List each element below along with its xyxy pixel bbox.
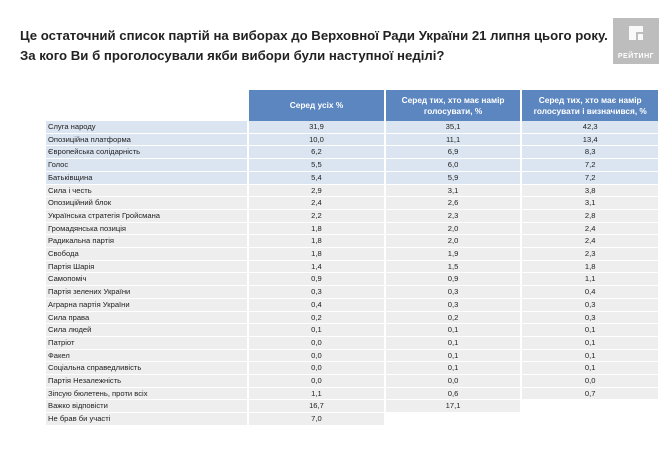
- value-all-cell: 1,1: [248, 387, 385, 400]
- value-all-cell: 0,2: [248, 311, 385, 324]
- table-row: [46, 197, 658, 210]
- value-decided-cell: 0,4: [521, 286, 658, 299]
- value-all-cell: 16,7: [248, 400, 385, 413]
- value-all-cell: 0,0: [248, 349, 385, 362]
- header-all-respondents: Серед усіх %: [248, 90, 385, 121]
- party-name-cell: Сила людей: [46, 324, 248, 337]
- table-row: [46, 413, 658, 426]
- party-name-cell: Сила і честь: [46, 184, 248, 197]
- value-all-cell: 0,4: [248, 298, 385, 311]
- results-table: [46, 90, 658, 426]
- table-row: [46, 235, 658, 248]
- party-name-cell: Партія зелених України: [46, 286, 248, 299]
- value-decided-cell: 1,8: [521, 260, 658, 273]
- table-row: [46, 133, 658, 146]
- value-intending-cell: 11,1: [385, 133, 522, 146]
- value-intending-cell: 35,1: [385, 121, 522, 133]
- table-row: [46, 336, 658, 349]
- party-name-cell: Опозиційний блок: [46, 197, 248, 210]
- value-decided-cell: 0,1: [521, 349, 658, 362]
- value-intending-cell: 1,5: [385, 260, 522, 273]
- value-all-cell: 2,2: [248, 209, 385, 222]
- value-all-cell: 0,0: [248, 362, 385, 375]
- table-row: [46, 400, 658, 413]
- value-decided-cell: 0,7: [521, 387, 658, 400]
- table-row: [46, 349, 658, 362]
- table-row: [46, 159, 658, 172]
- table-row: [46, 311, 658, 324]
- party-name-cell: Важко відповісти: [46, 400, 248, 413]
- value-intending-cell: 3,1: [385, 184, 522, 197]
- value-intending-cell: 0,3: [385, 286, 522, 299]
- value-decided-cell: [521, 400, 658, 413]
- value-decided-cell: 0,1: [521, 336, 658, 349]
- value-intending-cell: 0,9: [385, 273, 522, 286]
- table-row: [46, 273, 658, 286]
- value-all-cell: 2,4: [248, 197, 385, 210]
- value-decided-cell: 2,4: [521, 222, 658, 235]
- value-intending-cell: 2,3: [385, 209, 522, 222]
- party-name-cell: Самопоміч: [46, 273, 248, 286]
- party-name-cell: Зіпсую бюлетень, проти всіх: [46, 387, 248, 400]
- table-row: [46, 324, 658, 337]
- party-name-cell: Опозиційна платформа: [46, 133, 248, 146]
- value-decided-cell: 8,3: [521, 146, 658, 159]
- party-name-cell: Голос: [46, 159, 248, 172]
- value-decided-cell: 1,1: [521, 273, 658, 286]
- party-name-cell: Європейська солідарність: [46, 146, 248, 159]
- value-intending-cell: 0,6: [385, 387, 522, 400]
- value-all-cell: 7,0: [248, 413, 385, 426]
- party-name-cell: Радикальна партія: [46, 235, 248, 248]
- value-all-cell: 0,0: [248, 336, 385, 349]
- party-name-cell: Аграрна партія України: [46, 298, 248, 311]
- title-line-2: За кого Ви б проголосували якби вибори були наступної неділі?: [20, 48, 445, 63]
- value-decided-cell: 3,1: [521, 197, 658, 210]
- table-row: [46, 248, 658, 261]
- table-row: [46, 362, 658, 375]
- header-decided-voters: Серед тих, хто має намір голосувати і визначився, %: [521, 90, 658, 121]
- party-name-cell: Українська стратегія Гройсмана: [46, 209, 248, 222]
- value-all-cell: 31,9: [248, 121, 385, 133]
- table-row: [46, 146, 658, 159]
- party-name-cell: Громадянська позиція: [46, 222, 248, 235]
- value-intending-cell: 2,6: [385, 197, 522, 210]
- value-decided-cell: 0,1: [521, 362, 658, 375]
- value-decided-cell: 2,3: [521, 248, 658, 261]
- value-all-cell: 10,0: [248, 133, 385, 146]
- value-intending-cell: 6,9: [385, 146, 522, 159]
- party-name-cell: Партія Незалежність: [46, 375, 248, 388]
- table-row: [46, 184, 658, 197]
- value-intending-cell: 0,1: [385, 324, 522, 337]
- value-decided-cell: 0,3: [521, 298, 658, 311]
- value-intending-cell: 0,0: [385, 375, 522, 388]
- value-decided-cell: 42,3: [521, 121, 658, 133]
- party-name-cell: Соціальна справедливість: [46, 362, 248, 375]
- value-intending-cell: 2,0: [385, 222, 522, 235]
- party-name-cell: Батьківщина: [46, 171, 248, 184]
- table-row: [46, 209, 658, 222]
- party-name-cell: Партія Шарія: [46, 260, 248, 273]
- value-all-cell: 0,0: [248, 375, 385, 388]
- header-blank-cell: [46, 90, 248, 121]
- value-all-cell: 0,3: [248, 286, 385, 299]
- party-name-cell: Факел: [46, 349, 248, 362]
- value-all-cell: 0,1: [248, 324, 385, 337]
- value-all-cell: 5,5: [248, 159, 385, 172]
- value-intending-cell: 17,1: [385, 400, 522, 413]
- party-name-cell: Патріот: [46, 336, 248, 349]
- value-all-cell: 6,2: [248, 146, 385, 159]
- table-row: [46, 171, 658, 184]
- page-title: [20, 26, 610, 66]
- value-intending-cell: 5,9: [385, 171, 522, 184]
- value-decided-cell: 0,1: [521, 324, 658, 337]
- value-decided-cell: 13,4: [521, 133, 658, 146]
- value-intending-cell: 0,1: [385, 336, 522, 349]
- value-decided-cell: 2,4: [521, 235, 658, 248]
- value-decided-cell: 0,3: [521, 311, 658, 324]
- value-all-cell: 1,8: [248, 235, 385, 248]
- value-intending-cell: 1,9: [385, 248, 522, 261]
- party-name-cell: Не брав би участі: [46, 413, 248, 426]
- table-row: [46, 121, 658, 133]
- value-decided-cell: 2,8: [521, 209, 658, 222]
- table-body: [46, 121, 658, 425]
- table-row: [46, 298, 658, 311]
- value-all-cell: 1,8: [248, 222, 385, 235]
- value-decided-cell: 7,2: [521, 159, 658, 172]
- value-decided-cell: 3,8: [521, 184, 658, 197]
- value-all-cell: 1,8: [248, 248, 385, 261]
- value-decided-cell: 0,0: [521, 375, 658, 388]
- value-decided-cell: [521, 413, 658, 426]
- value-all-cell: 0,9: [248, 273, 385, 286]
- value-all-cell: 5,4: [248, 171, 385, 184]
- rating-logo-icon: [626, 23, 646, 43]
- value-intending-cell: 0,3: [385, 298, 522, 311]
- value-intending-cell: 0,2: [385, 311, 522, 324]
- value-intending-cell: 2,0: [385, 235, 522, 248]
- party-name-cell: Сила права: [46, 311, 248, 324]
- rating-logo: [613, 18, 659, 64]
- value-decided-cell: 7,2: [521, 171, 658, 184]
- header-intending-voters: Серед тих, хто має намір голосувати, %: [385, 90, 522, 121]
- value-intending-cell: 6,0: [385, 159, 522, 172]
- table-row: [46, 286, 658, 299]
- value-intending-cell: 0,1: [385, 362, 522, 375]
- value-all-cell: 2,9: [248, 184, 385, 197]
- table-row: [46, 222, 658, 235]
- table-row: [46, 387, 658, 400]
- table-row: [46, 375, 658, 388]
- party-name-cell: Свобода: [46, 248, 248, 261]
- table-row: [46, 260, 658, 273]
- value-intending-cell: 0,1: [385, 349, 522, 362]
- title-line-1: Це остаточний список партій на виборах до Верховної Ради України 21 липня цього року.: [20, 28, 608, 43]
- table-header-row: [46, 90, 658, 121]
- value-all-cell: 1,4: [248, 260, 385, 273]
- rating-logo-text: РЕЙТИНГ: [617, 53, 655, 60]
- value-intending-cell: [385, 413, 522, 426]
- party-name-cell: Слуга народу: [46, 121, 248, 133]
